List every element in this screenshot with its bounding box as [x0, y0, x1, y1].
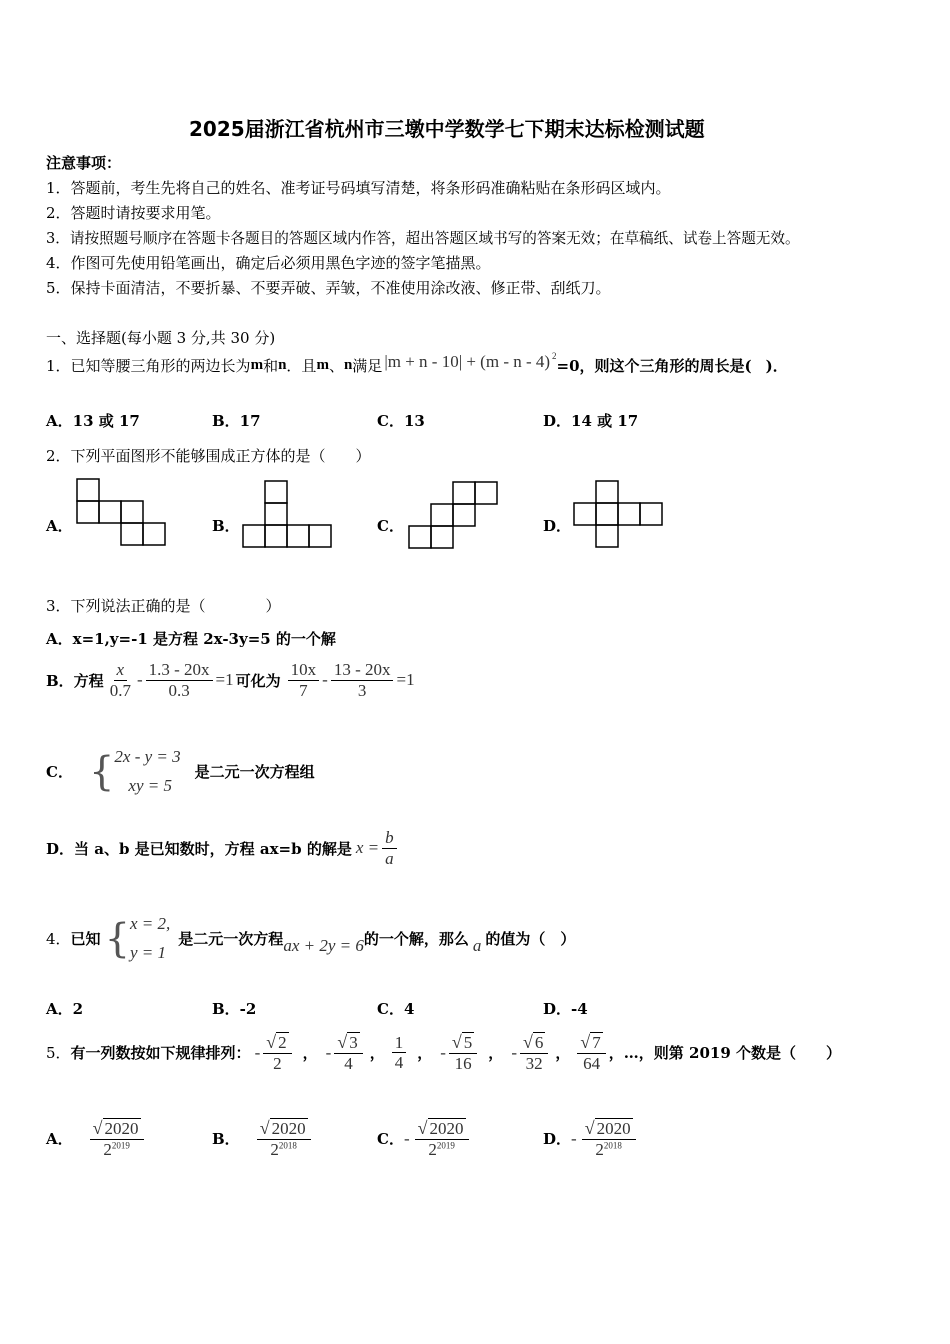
option-d: D．14 或 17	[543, 412, 639, 430]
notice-item: 3．请按照题号顺序在答题卡各题目的答题区域内作答，超出答题区域书写的答案无效；在草稿纸、试卷上答题无效。	[46, 230, 800, 247]
var-m: m	[250, 357, 264, 373]
option-label: D．	[543, 1130, 572, 1149]
denominator: a	[385, 848, 394, 868]
fraction	[382, 828, 397, 868]
equals: =1	[396, 670, 415, 690]
option-c-label: C．	[46, 763, 73, 782]
var-m: m	[316, 357, 329, 373]
minus-sign: -	[136, 670, 143, 690]
question-text: ，…，则第 2019 个数是（ ）	[608, 1044, 841, 1063]
option-label: C．	[377, 1130, 404, 1149]
question-number: 3．	[46, 597, 71, 615]
notice-item: 4．作图可先使用铅笔画出，确定后必须用黑色字迹的签字笔描黑。	[46, 254, 491, 272]
numerator: 1.3 - 20x	[146, 660, 213, 681]
question-text: ．且	[286, 357, 317, 375]
comma: ，	[555, 1044, 571, 1063]
question-4	[46, 910, 575, 968]
numerator: 10x	[288, 660, 320, 681]
radicand: 3	[349, 1033, 358, 1052]
fraction: $\frac{√ 2020}{2^{2018}}$	[582, 1118, 636, 1159]
cube-net-d	[573, 480, 667, 550]
option-a: A．x=1,y=-1 是方程 2x-3y=5 的一个解	[46, 630, 336, 648]
option-c-label: C．	[377, 517, 404, 535]
cube-net-a	[76, 478, 170, 550]
question-3	[46, 595, 281, 616]
brace: {	[104, 915, 131, 962]
numerator: 13 - 20x	[331, 660, 394, 681]
question-text: 已知等腰三角形的两边长为	[70, 357, 251, 375]
option-c: C．4	[377, 1000, 415, 1018]
denominator: 64	[583, 1053, 601, 1073]
sequence-term: $\frac{√ 7}{64}$	[577, 1032, 605, 1073]
minus-sign: -	[325, 1042, 332, 1062]
radicand: 5	[463, 1033, 473, 1052]
minus-sign: -	[322, 670, 328, 690]
fraction	[107, 660, 134, 700]
minus-sign: -	[511, 1042, 517, 1062]
question-text: 的值为（ ）	[485, 930, 576, 949]
option-d: D．-4	[543, 1000, 588, 1018]
radicand: 2020	[429, 1119, 464, 1138]
option-c	[377, 1118, 472, 1159]
numerator: 1	[392, 1033, 407, 1054]
radicand: 2020	[104, 1119, 139, 1138]
math-lhs: x =	[355, 838, 380, 858]
option-c	[46, 743, 315, 801]
denominator: 2	[273, 1053, 282, 1073]
denominator: 32	[525, 1053, 543, 1073]
question-number: 4．	[46, 930, 71, 949]
math-exponent: 2	[552, 350, 557, 361]
math-expression: |m + n - 10| + (m - n - 4)	[384, 351, 551, 371]
notice-item: 2．答题时请按要求用笔。	[46, 204, 221, 222]
section-heading: 一、选择题(每小题 3 分,共 30 分)	[46, 329, 276, 347]
equation: x = 2,	[130, 914, 171, 933]
question-2	[46, 445, 371, 466]
minus-sign: -	[254, 1042, 261, 1062]
brace: {	[88, 748, 115, 795]
fraction: $\frac{√ 2020}{2^{2019}}$	[90, 1118, 144, 1159]
minus-sign: -	[571, 1128, 577, 1148]
cube-net-c	[408, 481, 500, 551]
equation: ax + 2y = 6	[283, 935, 364, 955]
question-text: 已知	[70, 930, 101, 949]
notice-item: 5．保持卡面清洁，不要折暴、不要弄破、弄皱，不准使用涂改液、修正带、刮纸刀。	[46, 279, 611, 297]
var-n: n	[278, 357, 287, 373]
radicand: 2020	[271, 1119, 306, 1138]
option-b: B．17	[212, 412, 261, 430]
radicand: 6	[534, 1033, 544, 1052]
sequence-term: $\frac{√ 5}{16}$	[449, 1032, 477, 1073]
question-text: 是二元一次方程组	[194, 763, 315, 782]
question-text: 有一列数按如下规律排列：	[70, 1044, 251, 1063]
exponent: 2018	[278, 1140, 297, 1151]
denominator: 3	[357, 680, 367, 700]
exponent: 2019	[111, 1140, 130, 1151]
radicand: 7	[592, 1033, 601, 1052]
question-text: 可化为	[235, 671, 281, 690]
comma: ，	[369, 1044, 385, 1063]
question-text: 的一个解，那么	[363, 930, 469, 949]
option-a	[46, 1118, 147, 1159]
option-d-label: D．	[543, 517, 572, 535]
option-b	[212, 1118, 314, 1159]
option-b: B．-2	[212, 1000, 257, 1018]
fraction: $\frac{√ 2020}{2^{2019}}$	[415, 1118, 469, 1159]
option-d	[46, 828, 400, 868]
radicand: 2020	[596, 1119, 631, 1138]
question-text: 、	[328, 357, 344, 375]
sequence-term: $\frac{√ 2}{2}$	[263, 1032, 291, 1073]
question-number: 2．	[46, 447, 71, 465]
exponent: 2019	[436, 1140, 455, 1151]
question-1	[46, 350, 788, 376]
option-label: A．	[46, 1130, 73, 1149]
base: 2	[428, 1139, 437, 1159]
option-label: B．	[212, 1130, 240, 1149]
fraction: $\frac{√ 2020}{2^{2018}}$	[257, 1118, 311, 1159]
fraction	[146, 660, 213, 700]
var-n: n	[343, 357, 353, 373]
denominator: 4	[344, 1053, 353, 1073]
equation-system	[130, 910, 170, 968]
option-d	[543, 1118, 639, 1159]
denominator: 4	[394, 1053, 404, 1073]
denominator: 0.7	[109, 680, 131, 700]
radicand: 2	[278, 1033, 287, 1052]
var-a: a	[472, 935, 482, 955]
equals: =1	[215, 670, 234, 690]
sequence-term: $\frac{√ 3}{4}$	[334, 1032, 362, 1073]
question-text: =0，则这个三角形的周长是(	[556, 357, 752, 375]
equation: 2x - y = 3	[114, 747, 181, 766]
equation: xy = 5	[128, 775, 172, 795]
cube-net-b	[242, 480, 334, 550]
option-b	[46, 660, 415, 700]
comma: ，	[417, 1044, 433, 1063]
question-text: )．	[765, 357, 788, 375]
equation: y = 1	[130, 942, 167, 962]
numerator: x	[114, 660, 128, 681]
question-number: 1．	[46, 357, 71, 375]
notice-heading: 注意事项：	[46, 154, 122, 172]
fraction	[288, 660, 320, 700]
option-d-text: D．当 a、b 是已知数时，方程 ax=b 的解是	[46, 839, 352, 858]
minus-sign: -	[403, 1128, 410, 1148]
equation-system	[114, 743, 180, 801]
question-text: 下列说法正确的是（ ）	[70, 597, 281, 615]
option-b-label: B．方程	[46, 671, 104, 690]
question-text: 满足	[352, 357, 383, 375]
base: 2	[595, 1139, 604, 1159]
exponent: 2018	[603, 1140, 622, 1151]
option-c: C．13	[377, 412, 425, 430]
question-text: 下列平面图形不能够围成正方体的是（ ）	[70, 447, 371, 465]
option-a-label: A．	[46, 517, 73, 535]
page-title: 2025届浙江省杭州市三墩中学数学七下期末达标检测试题	[189, 117, 705, 141]
question-text: 是二元一次方程	[178, 930, 284, 949]
fraction	[331, 660, 394, 700]
sequence-term	[392, 1033, 407, 1073]
numerator: b	[382, 828, 397, 849]
base: 2	[270, 1139, 279, 1159]
option-a: A．13 或 17	[46, 412, 140, 430]
question-5	[46, 1032, 841, 1073]
denominator: 16	[454, 1053, 472, 1073]
base: 2	[103, 1139, 112, 1159]
option-a: A．2	[46, 1000, 84, 1018]
comma: ，	[488, 1044, 504, 1063]
question-number: 5．	[46, 1044, 71, 1063]
sequence-term: $\frac{√ 6}{32}$	[520, 1032, 548, 1073]
notice-item: 1．答题前，考生先将自己的姓名、准考证号码填写清楚，将条形码准确粘贴在条形码区域内。	[46, 179, 671, 197]
comma: ，	[302, 1044, 318, 1063]
minus-sign: -	[440, 1042, 446, 1062]
question-text: 和	[263, 357, 279, 375]
denominator: 7	[299, 680, 308, 700]
option-b-label: B．	[212, 517, 240, 535]
denominator: 0.3	[168, 680, 190, 700]
